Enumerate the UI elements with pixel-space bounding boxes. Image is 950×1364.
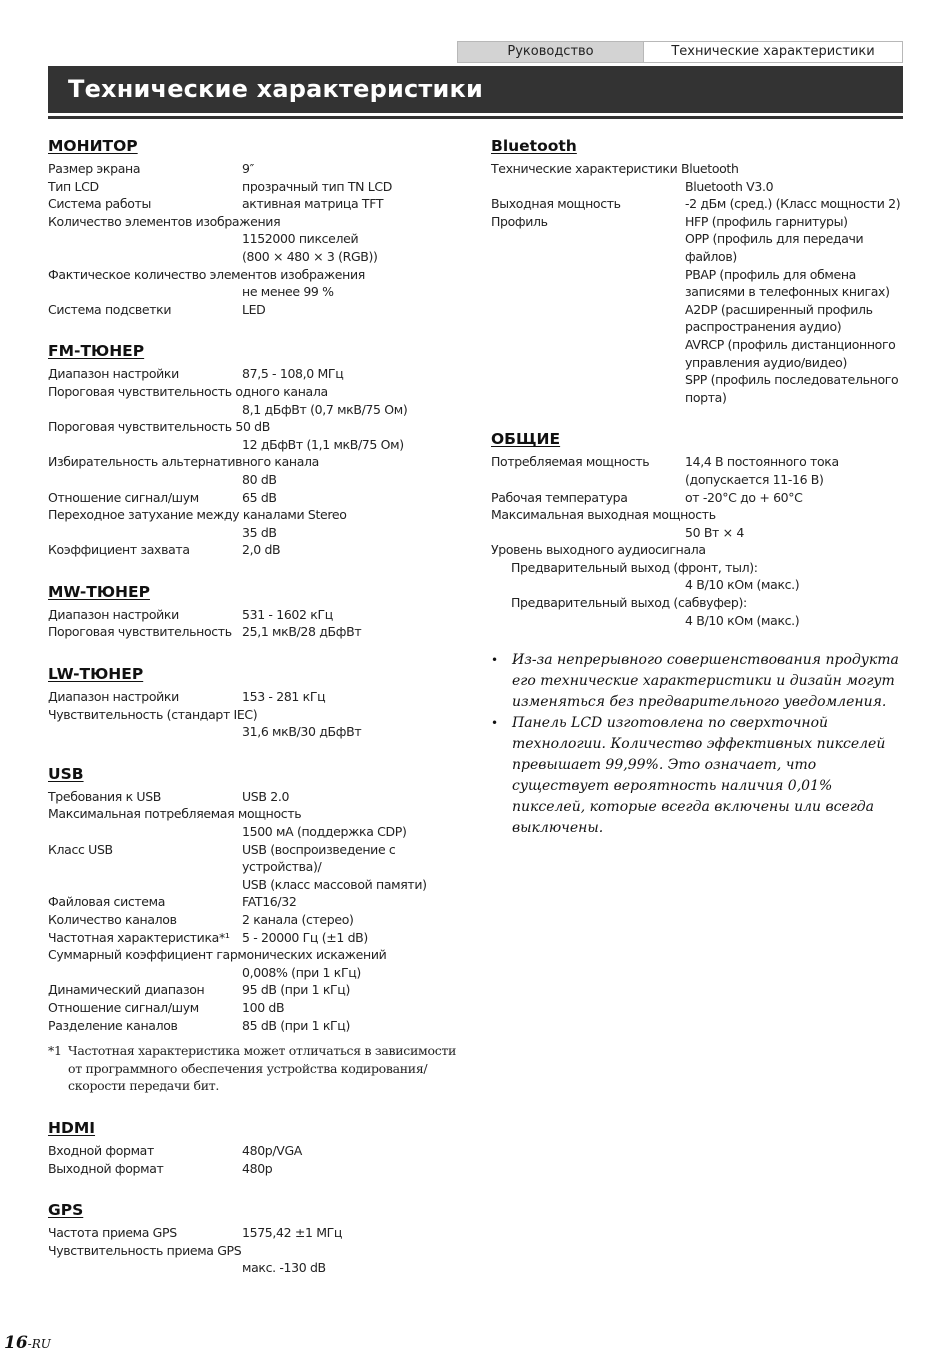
spec-row (48, 195, 468, 213)
spec-label: Диапазон настройки (48, 366, 179, 382)
spec-value: Bluetooth V3.0 (685, 178, 774, 194)
spec-value: -2 дБм (сред.) (Класс мощности 2) (685, 196, 901, 212)
spec-row (48, 230, 468, 248)
left-column (48, 134, 468, 1298)
spec-label: Требования к USB (48, 788, 162, 804)
spec-row (48, 1259, 468, 1277)
section-heading: МОНИТОР (48, 137, 138, 155)
section-heading: ОБЩИЕ (491, 430, 561, 449)
notes (491, 650, 911, 839)
page-title: Технические характеристики (68, 75, 484, 103)
spec-row (48, 506, 468, 524)
spec-label: Чувствительность приема GPS (48, 1242, 242, 1258)
spec-value: 12 дБфВт (1,1 мкВ/75 Ом) (242, 436, 404, 452)
spec-label: Файловая система (48, 894, 166, 910)
spec-row (48, 841, 468, 876)
breadcrumb-section: Технические характеристики (644, 41, 903, 63)
spec-row (48, 541, 468, 559)
spec-row (48, 401, 468, 419)
title-rule (48, 116, 903, 119)
spec-row (491, 453, 911, 471)
spec-value: 100 dB (242, 999, 285, 1015)
footnote-mark: *1 (48, 1043, 62, 1059)
spec-label: Коэффициент захвата (48, 542, 190, 558)
section-hdmi (48, 1116, 468, 1177)
spec-value: FAT16/32 (242, 894, 297, 910)
spec-row (48, 1224, 468, 1242)
spec-label: Суммарный коэффициент гармонических искажений (48, 947, 387, 963)
note-text: Панель LCD изготовлена по сверхточной технологии. Количество эффективных пикселей превышает 99,99%. Это означает, что существует вероятность наличия 0,01% пикселей, которые всегда включены или всегда выключены. (512, 715, 886, 837)
spec-label: Выходная мощность (491, 196, 621, 212)
spec-row (491, 541, 911, 559)
spec-row (491, 594, 911, 612)
spec-label: Динамический диапазон (48, 982, 205, 998)
section-heading: FM-ТЮНЕР (48, 342, 145, 361)
spec-label: Пороговая чувствительность одного канала (48, 383, 328, 399)
section-heading: GPS (48, 1201, 84, 1220)
spec-row (48, 283, 468, 301)
section-monitor (48, 134, 468, 318)
spec-value: 85 dB (при 1 кГц) (242, 1017, 350, 1033)
spec-value: 25,1 мкВ/28 дБфВт (242, 624, 362, 640)
spec-row (48, 266, 468, 284)
section-heading: MW-ТЮНЕР (48, 582, 150, 601)
profile-item: PBAP (профиль для обмена записями в телефонных книгах) (685, 266, 890, 300)
section-lw-tuner (48, 662, 468, 741)
spec-value: USB (воспроизведение с устройства)/ (242, 841, 396, 875)
spec-value: USB 2.0 (242, 788, 290, 804)
spec-label: Тип LCD (48, 178, 99, 194)
breadcrumb-manual: Руководство (457, 41, 644, 63)
spec-row (48, 981, 468, 999)
spec-row (48, 471, 468, 489)
section-fm-tuner (48, 339, 468, 559)
spec-row (491, 524, 911, 542)
spec-row (491, 559, 911, 577)
spec-row (48, 301, 468, 319)
spec-label: Уровень выходного аудиосигнала (491, 542, 706, 558)
spec-value: 35 dB (242, 524, 277, 540)
spec-row (48, 1017, 468, 1035)
spec-label: Технические характеристики Bluetooth (491, 161, 739, 176)
spec-value: 2 канала (стерео) (242, 912, 354, 927)
page-number-value: 16 (4, 1333, 28, 1353)
spec-value: 1575,42 ±1 МГц (242, 1225, 343, 1241)
note-item (491, 650, 911, 713)
profile-list (685, 213, 900, 407)
spec-row (48, 178, 468, 196)
spec-value: (допускается 11-16 В) (685, 471, 824, 487)
spec-row (48, 911, 468, 929)
profile-item: SPP (профиль последовательного порта) (685, 372, 899, 405)
note-text: Из-за непрерывного совершенствования продукта его технические характеристики и дизайн могут изменяться без предварительного уведомления. (512, 652, 899, 711)
right-column (491, 134, 911, 839)
spec-row (48, 436, 468, 454)
spec-label: Количество элементов изображения (48, 213, 281, 229)
spec-row (48, 893, 468, 911)
footnote-text: Частотная характеристика может отличаться в зависимости от программного обеспечения устройства кодирования/скорости передачи бит. (68, 1043, 457, 1094)
spec-value: не менее 99 % (242, 284, 334, 300)
spec-row (48, 688, 468, 706)
spec-value: 95 dB (при 1 кГц) (242, 982, 350, 998)
spec-row (48, 946, 468, 964)
spec-label: Частота приема GPS (48, 1225, 177, 1241)
spec-value: макс. -130 dB (242, 1260, 326, 1276)
spec-label: Чувствительность (стандарт IEC) (48, 706, 258, 722)
spec-value: 80 dB (242, 471, 277, 487)
spec-label: Диапазон настройки (48, 606, 179, 622)
spec-row (48, 723, 468, 741)
spec-value: 65 dB (242, 489, 277, 505)
spec-row (491, 178, 911, 196)
spec-sublabel: Предварительный выход (сабвуфер): (511, 595, 747, 611)
spec-value: 5 - 20000 Гц (±1 dB) (242, 929, 368, 945)
section-heading: Bluetooth (491, 137, 577, 155)
spec-label: Рабочая температура (491, 489, 628, 505)
spec-value: 1152000 пикселей (242, 231, 359, 247)
spec-label: Переходное затухание между каналами Stereo (48, 507, 347, 523)
spec-label: Максимальная потребляемая мощность (48, 806, 302, 822)
spec-row (48, 453, 468, 471)
spec-row (48, 160, 468, 178)
section-heading: LW-ТЮНЕР (48, 665, 144, 684)
bullet-icon: • (491, 653, 499, 668)
spec-value: 4 В/10 кОм (макс.) (685, 612, 800, 628)
spec-label: Система работы (48, 196, 151, 212)
spec-row (491, 612, 911, 630)
spec-label: Количество каналов (48, 912, 177, 927)
section-bluetooth (491, 134, 911, 406)
spec-row (48, 1142, 468, 1160)
spec-value: 50 Вт × 4 (685, 524, 744, 540)
section-usb (48, 762, 468, 1095)
spec-value: 153 - 281 кГц (242, 689, 326, 705)
spec-row (48, 1160, 468, 1178)
spec-row (491, 489, 911, 507)
spec-value: 0,008% (при 1 кГц) (242, 964, 361, 980)
spec-label: Класс USB (48, 841, 113, 857)
spec-label: Фактическое количество элементов изображения (48, 266, 365, 282)
spec-row (48, 999, 468, 1017)
spec-value: LED (242, 301, 266, 317)
section-heading: HDMI (48, 1118, 96, 1137)
spec-row (48, 964, 468, 982)
spec-row (48, 365, 468, 383)
spec-label: Отношение сигнал/шум (48, 489, 199, 505)
spec-label: Профиль (491, 213, 548, 229)
spec-row (491, 576, 911, 594)
section-general (491, 427, 911, 629)
spec-label: Выходной формат (48, 1160, 164, 1176)
spec-value: 31,6 мкВ/30 дБфВт (242, 724, 362, 740)
page-number (4, 1333, 51, 1353)
spec-label: Потребляемая мощность (491, 454, 650, 470)
spec-value: 480p (242, 1160, 273, 1176)
spec-value: 1500 мА (поддержка CDP) (242, 824, 407, 840)
spec-value: 531 - 1602 кГц (242, 606, 333, 622)
section-gps (48, 1198, 468, 1277)
spec-row (48, 489, 468, 507)
title-bar (48, 66, 903, 113)
spec-label: Максимальная выходная мощность (491, 507, 716, 523)
spec-row (491, 160, 911, 178)
spec-label: Пороговая чувствительность 50 dB (48, 419, 270, 435)
spec-row (48, 524, 468, 542)
spec-value: 480p/VGA (242, 1142, 302, 1158)
spec-row (48, 823, 468, 841)
spec-value: USB (класс массовой памяти) (242, 876, 427, 892)
profile-item: A2DP (расширенный профиль распространения аудио) (685, 301, 873, 335)
spec-row (48, 213, 468, 231)
spec-label: Диапазон настройки (48, 689, 179, 705)
spec-row (48, 623, 468, 641)
bullet-icon: • (491, 716, 499, 731)
spec-label: Частотная характеристика*¹ (48, 929, 230, 945)
spec-label: Размер экрана (48, 161, 141, 176)
spec-label: Избирательность альтернативного канала (48, 454, 319, 470)
spec-sublabel: Предварительный выход (фронт, тыл): (511, 559, 758, 575)
spec-row (48, 706, 468, 724)
spec-row (491, 195, 911, 213)
section-mw-tuner (48, 580, 468, 641)
spec-value: 4 В/10 кОм (макс.) (685, 577, 800, 593)
note-item (491, 713, 911, 839)
spec-label: Отношение сигнал/шум (48, 999, 199, 1015)
spec-row (48, 1242, 468, 1260)
spec-value: 2,0 dB (242, 542, 281, 558)
section-heading: USB (48, 764, 84, 783)
spec-row (491, 213, 911, 407)
spec-row (48, 248, 468, 266)
spec-value: от -20°C до + 60°C (685, 489, 803, 505)
breadcrumb (457, 41, 903, 63)
spec-row (491, 506, 911, 524)
spec-label: Система подсветки (48, 301, 172, 317)
spec-label: Разделение каналов (48, 1017, 178, 1033)
page-language-suffix: -RU (27, 1337, 51, 1351)
spec-row (48, 876, 468, 894)
spec-row (48, 788, 468, 806)
spec-row (48, 606, 468, 624)
spec-row (48, 805, 468, 823)
spec-label: Пороговая чувствительность (48, 624, 232, 640)
profile-item: HFP (профиль гарнитуры) (685, 213, 848, 229)
spec-value: (800 × 480 × 3 (RGB)) (242, 248, 378, 264)
spec-value: прозрачный тип TN LCD (242, 178, 392, 194)
profile-item: AVRCP (профиль дистанционного управления аудио/видео) (685, 336, 896, 370)
spec-value: 14,4 В постоянного тока (685, 454, 839, 470)
spec-row (48, 929, 468, 947)
spec-label: Входной формат (48, 1142, 154, 1158)
spec-row (48, 418, 468, 436)
spec-row (491, 471, 911, 489)
footnote (48, 1042, 468, 1095)
spec-value: 9″ (242, 161, 254, 176)
spec-value: 8,1 дБфВт (0,7 мкВ/75 Ом) (242, 401, 408, 417)
spec-value: 87,5 - 108,0 МГц (242, 366, 344, 382)
profile-item: OPP (профиль для передачи файлов) (685, 231, 864, 264)
spec-row (48, 383, 468, 401)
spec-value: активная матрица TFT (242, 196, 384, 212)
